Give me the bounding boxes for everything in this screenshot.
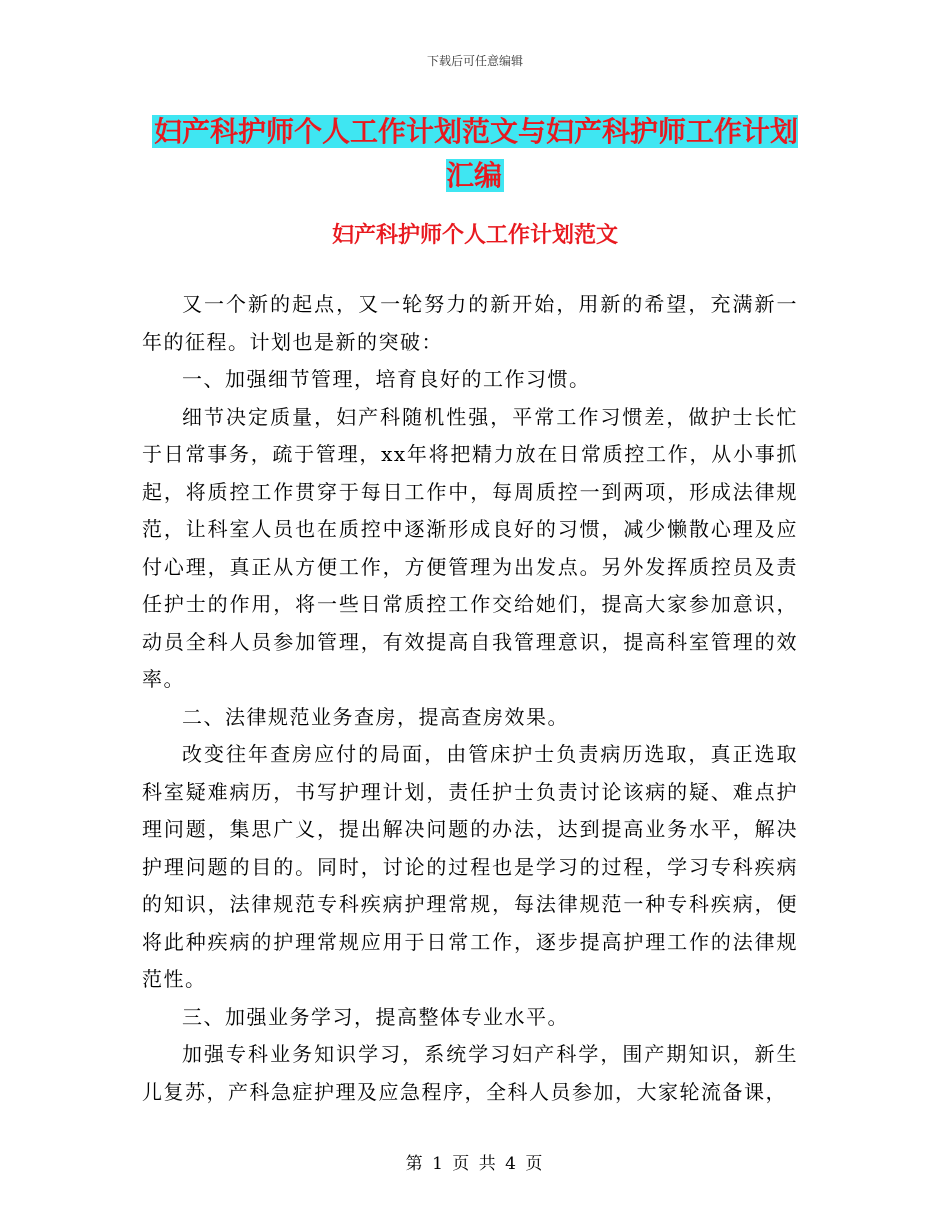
page-footer: 第 1 页 共 4 页 xyxy=(405,1154,545,1174)
paragraph: 又一个新的起点，又一轮努力的新开始，用新的希望，充满新一年的征程。计划也是新的突破： xyxy=(142,292,798,354)
paragraph-heading: 一、加强细节管理，培育良好的工作习惯。 xyxy=(182,367,591,391)
paragraph: 改变往年查房应付的局面，由管床护士负责病历选取，真正选取科室疑难病历，书写护理计划，责任护士负责讨论该病的疑、难点护理问题，集思广义，提出解决问题的办法，达到提高业务水平，解决护理问题的目的。同时，讨论的过程也是学习的过程，学习专科疾病的知识，法律规范专科疾病护理常规，每法律规范一种专科疾病，便将此种疾病的护理常规应用于日常工作，逐步提高护理工作的法律规范性。 xyxy=(142,742,798,991)
paragraph-heading: 二、法律规范业务查房，提高查房效果。 xyxy=(182,704,569,729)
paragraph: 细节决定质量，妇产科随机性强，平常工作习惯差，做护士长忙于日常事务，疏于管理，xx年将把精力放在日常质控工作，从小事抓起，将质控工作贯穿于每日工作中，每周质控一到两项，形成法律规范，让科室人员也在质控中逐渐形成良好的习惯，减少懒散心理及应付心理，真正从方便工作，方便管理为出发点。另外发挥质控员及责任护士的作用，将一些日常质控工作交给她们，提高大家参加意识，动员全科人员参加管理，有效提高自我管理意识，提高科室管理的效率。 xyxy=(142,404,798,691)
section-title: 妇产科护师个人工作计划范文 xyxy=(331,223,618,248)
document-body xyxy=(142,286,798,1111)
document-title-text: 妇产科护师个人工作计划范文与妇产科护师工作计划汇编 xyxy=(153,115,798,192)
paragraph: 加强专科业务知识学习，系统学习妇产科学，围产期知识，新生儿复苏，产科急症护理及应急程序，全科人员参加，大家轮流备课， xyxy=(142,1042,798,1104)
paragraph-heading: 三、加强业务学习，提高整体专业水平。 xyxy=(182,1004,569,1029)
document-title xyxy=(140,110,810,198)
header-note: 下载后可任意编辑 xyxy=(426,54,523,68)
